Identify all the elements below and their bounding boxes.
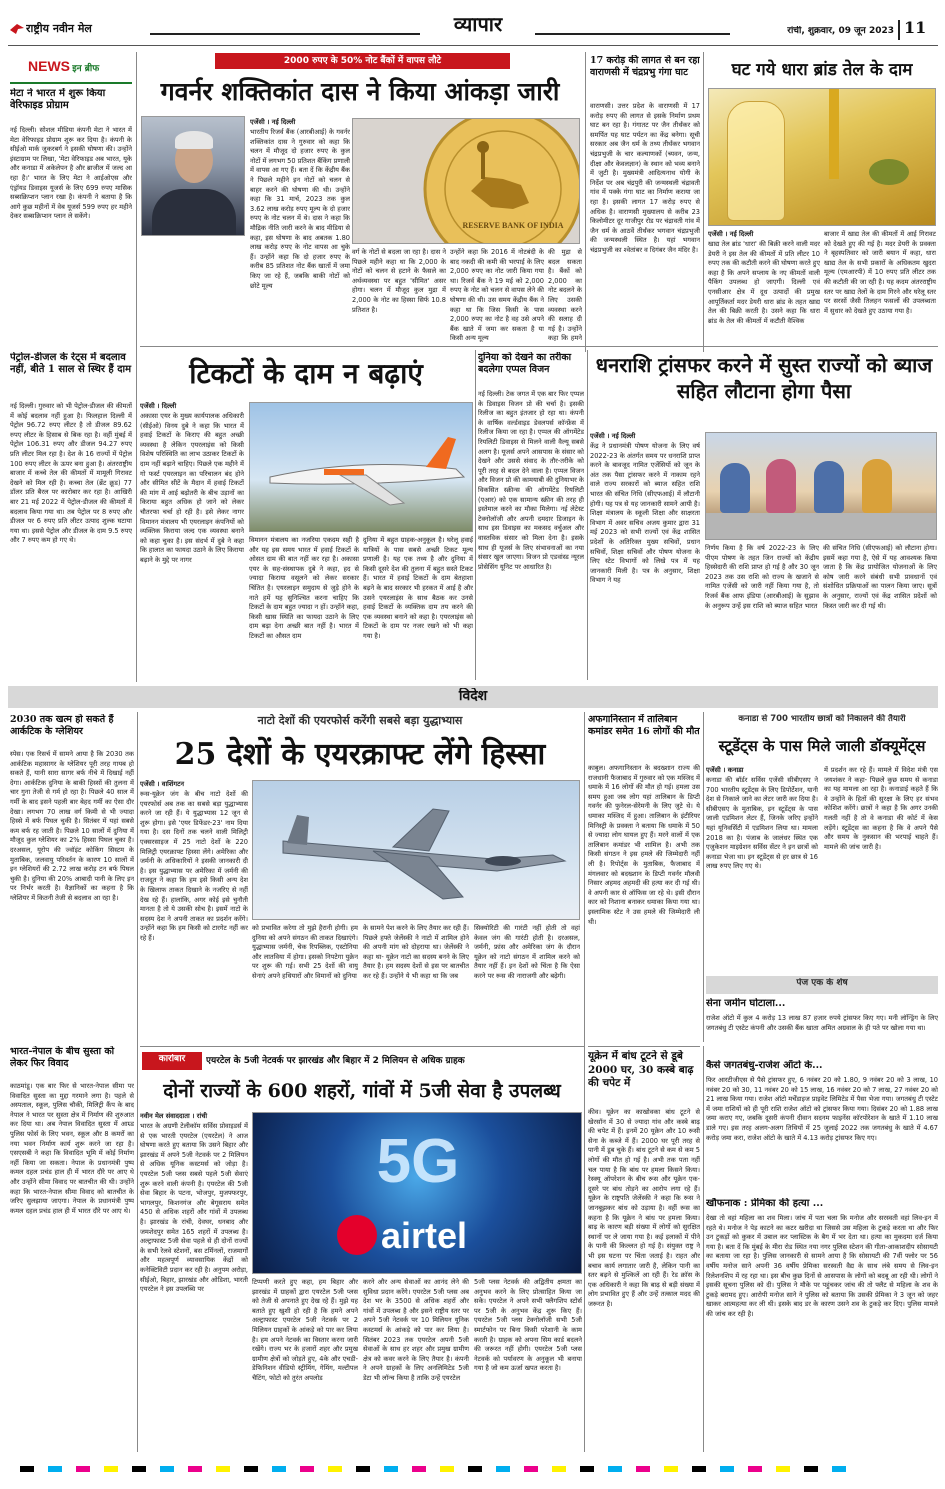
olive-shape <box>869 159 909 185</box>
rbi-col-3: उन्होंने कहा कि 2016 में नोटबंदी के बाद नकदी की कमी की भरपाई के लिए 2,000 रुपए का नोट जारी किया गया था। रिजर्व बैंक ने 19 मई को 2,000 रुपए के नोट को चलन से वापस लेने की घोषणा की थी। उस समय केंद्रीय बैंक ने कहा था कि जिस किसी के पास 2,000 रुपए का नोट है वह उसे अपने बैंक खाते में जमा कर सकता है या किसी अन्य मूल्य <box>450 248 544 342</box>
tickets-col-3: दुनिया में बहुत ग्राहक-अनुकूल है। घरेलू हवाई यात्रियों के पास सबसे अच्छी टिकट मूल्य प्रणाली है। यह एक तथ्य है और दुनिया में किसी दूसरे देश की तुलना में बहुत सस्ते टिकट हैं। भारत में हवाई टिकटों के दाम बेतहाशा बढ़ने के बाद सरकार भी हरकत में आई है और उसने एयरलाइंस के साथ बैठक कर उनसे हवाई टिकटों के व्यक्तिक दाम तय करने की एक व्यवस्था बनाने को कहा है। एयरलाइंस को टिकटों के दाम पर नजर रखने को भी कहा गया है। <box>363 536 473 640</box>
column-divider-1 <box>585 52 586 352</box>
canada-byline: एजेंसी । कनाडा <box>706 766 744 774</box>
column-divider-8 <box>703 1046 704 1452</box>
afghan-body: काबुल। अफगानिस्तान के बदख्शान राज्य की राजधानी फैजाबाद में गुरुवार को एक मस्जिद में धमाके में 16 लोगों की मौत हो गई। हमला उस समय हुआ जब लोग यहां तालिबान के डिप्टी गवर्नर की फुनेरल-सेरेमनी के लिए जुटे थे। ये धमाका मस्जिद में हुआ। तालिबान के इंटीरियर मिनिस्ट्री के प्रवक्ता ने बताया कि धमाके में 50 से ज्यादा लोग घायल हुए हैं। मरने वालों में एक तालिबान कमांडर भी शामिल है। अभी तक किसी संगठन ने इस हमले की जिम्मेदारी नहीं ली है। रिपोर्ट्स के मुताबिक, फैजाबाद में मंगलवार को बदख्शान के डिप्टी गवर्नर मौलवी निसार अहमद अहमदी की हत्या कर दी गई थी। वे अपनी कार से ऑफिस जा रहे थे। इसी दौरान कार को निशाना बनाकर धमाका किया गया था। इस्लामिक स्टेट ने उस हमले की जिम्मेदारी ली थी। <box>588 764 700 926</box>
canada-kicker: कनाडा से 700 भारतीय छात्रों को निकालने की तैयारी <box>738 714 906 724</box>
column-divider-4 <box>587 350 588 680</box>
nato-col-3: के सामने पेश करने के लिए तैयार कर रही हैं। पिछले हफ्ते जेलेंस्की ने नाटो में शामिल होने की अपनी मांग को दोहराया था। जेलेंस्की ने कहा था- यूक्रेन नाटो का सदस्य बनने के लिए तैयार है। हम सदस्य देशों से इस पर बातचीत कर रहे हैं। उन्होंने ये भी कहा था कि जब <box>363 924 469 980</box>
row-rule-2 <box>140 1046 584 1047</box>
rbi-headline: गवर्नर शक्तिकांत दास ने किया आंकड़ा जारी <box>160 77 560 106</box>
tickets-headline: टिकटों के दाम न बढ़ाएं <box>189 357 423 390</box>
rbi-col-4: की मुद्रा से बदल सकता है। बैंकों को 2,000 का नोट बदलने के लिए उसकी व्यवस्था करने की सलाह दी गई है। उन्होंने कहा कि हमने <box>548 248 582 342</box>
ukraine-rule <box>588 1046 700 1047</box>
ukraine-body: कीव। यूक्रेन का काखोवका बांध टूटने से खेरसॉन में 30 से ज्यादा गांव और कस्बे बाढ़ की चपेट में हैं। इनमें 20 यूक्रेन और 10 रूसी सेना के कब्जे में हैं। 2000 घर पूरी तरह से पानी में डूब चुके हैं। बांध टूटने से कम से कम 5 लोगों की मौत हो गई है। अभी तक पता नहीं चल पाया है कि बांध पर हमला किसने किया। रेस्क्यू ऑपरेशन के बीच रूस और यूक्रेन एक-दूसरे पर बांध तोड़ने का आरोप लगा रहे हैं। यूक्रेन के राष्ट्रपति जेलेंस्की ने कहा कि रूस ने जानबूझकर बांध को उड़ाया है। वहीं रूस का कहना है कि यूक्रेन ने बांध पर हमला किया। बाढ़ के कारण बड़ी संख्या में लोगों को सुरक्षित स्थानों पर ले जाया गया है। कई इलाकों में पीने के पानी की किल्लत हो गई है। संयुक्त राष्ट्र ने भी इस घटना पर चिंता जताई है। राहत और बचाव कार्य लगातार जारी है, लेकिन पानी का स्तर बढ़ने से मुश्किलें आ रही हैं। रेड क्रॉस के एक अधिकारी ने कहा कि बाढ़ से बड़ी संख्या में लोग प्रभावित हुए हैं और उन्हें तत्काल मदद की जरूरत है। <box>588 1108 700 1308</box>
nato-col-4: सिक्योरिटी की गारंटी नहीं होती तो वहां केवल जंग की गारंटी होती है। दरअसल, जर्मनी, फ्रांस और अमेरिका जंग के दौरान यूक्रेन को नाटो संगठन में शामिल करने को तैयार नहीं हैं। इन देशों को चिंता है कि ऐसा करने पर रूस की नाराजगी और बढ़ेगी। <box>474 924 580 980</box>
nato-col-1: रूस-यूक्रेन जंग के बीच नाटो देशों की एयरफोर्स अब तक का सबसे बड़ा युद्धाभ्यास करने जा रही हैं। ये युद्धाभ्यास 12 जून से शुरू होगा। इसे 'एयर डिफेंडर-23' नाम दिया गया है। दस दिनों तक चलने वाली मिलिट्री एक्सरसाइज में 25 नाटो देशों के 220 मिलिट्री एयरक्राफ्ट हिस्सा लेंगे। अमेरिका और जर्मनी के अधिकारियों ने इसकी जानकारी दी है। इस युद्धाभ्यास पर अमेरिका में जर्मनी की राजदूत ने कहा कि हम इसे किसी अन्य देश के खिलाफ ताकत दिखाने के नजरिए से नहीं देख रहे हैं। हालांकि, अगर कोई इसे चुनौती मानता है तो ये उसकी सोच है। इसमें नाटो के सदस्य देश ने अपनी ताकत का प्रदर्शन करेंगे। उन्होंने कहा कि हम किसी को टारगेट नहीं कर रहे हैं। <box>140 790 248 942</box>
airtel-byline: नवीन मेल संवाददाता । रांची <box>140 1112 208 1120</box>
child-2-shape <box>766 459 796 513</box>
bird-logo-icon <box>10 24 24 34</box>
tickets-col-2: विमानन मंत्रालय का नजरिया एकदम सही है और यह इस समय भारत में हवाई टिकटों के ओसत दाम की बात नहीं कर रहा है। अकासा एयर के सह-संस्थापक दुबे ने कहा, हद से ज्यादा किराया वसूलने को लेकर सरकार चिंतित है। एयरलाइन समुदाय से जुड़े होने के नाते हमें यह सुनिश्चित करना चाहिए कि टिकटों के दाम बहुत ज्यादा न हों। उन्होंने कहा, किसी खास स्थिति का फायदा उठाने के लिए दाम बढ़ा देना अच्छी बात नहीं है। भारत में टिकटों का औसत दाम <box>249 536 359 640</box>
varanasi-body: वाराणसी। उत्तर प्रदेश के वाराणसी में 17 करोड़ रुपए की लागत से इसके निर्माण प्रथम घाट बन रहा है। गंगातट पर जैन तीर्थंकर को समर्पित यह घाट पर्यटन का केंद्र बनेगा। सूची सरकार अब जैन धर्म के तथ्य तीर्थंकर भगवान चंद्रप्रभुजी के चार कल्याणकों (च्यवन, जन्म, दीक्षा और केवलज्ञान) के स्थान को भव्य बनाने में जुटी है। मुख्यमंत्री आदित्यनाथ योगी के निर्देश पर अब चंद्रपुरी की जन्मस्थली चंद्रावती गांव में पक्के गंगा घाट का निर्माण कराया जा रहा है। इसकी लागत 17 करोड़ रुपए से अधिक है। वाराणसी मुख्यालय से करीब 23 किलोमीटर दूर गाजीपुर रोड पर चंद्रावती गांव में जैन धर्म के आठवें तीर्थंकर भगवान चंद्रप्रभुजी की जन्मस्थली स्थित है। यहां भगवान चंद्रप्रभुजी का श्वेतांबर व दिगंबर जैन मंदिर है। <box>590 102 700 254</box>
shesh-3-title: खौफनाक : प्रेमिका की हत्या ... <box>706 1198 824 1209</box>
brief-2-body: नई दिल्ली। गुरुवार को भी पेट्रोल-डीजल की कीमतों में कोई बदलाव नहीं हुआ है। फिलहाल दिल्ली में पेट्रोल 96.72 रुपए लीटर है तो डीजल 89.62 रुपए लीटर के हिसाब से बिक रहा है। वहीं मुंबई में पेट्रोल 106.31 रुपए और डीजल 94.27 रुपए प्रति लीटर मिल रहा है। देश के 16 राज्यों में पेट्रोल 100 रुपए लीटर के ऊपर बना हुआ है। अंतरराष्ट्रीय बाजार में कच्चे तेल की कीमतों में मामूली गिरावट देखने को मिल रही है। कच्चा तेल (ब्रेंट क्रूड) 77 डॉलर प्रति बैरल पर कारोबार कर रहा है। आखिरी बार 21 मई 2022 में पेट्रोल-डीजल की कीमतों में बदलाव किया गया था। तब पेट्रोल पर 8 रुपए और डीजल पर 6 रुपए प्रति लीटर उत्पाद शुल्क घटाया गया था। इससे पेट्रोल और डीजल के दाम 9.5 रुपए और 7 रुपए कम हो गए थे। <box>10 402 132 545</box>
rbi-col-2: वर्ग के नोटों से बदला जा रहा है। दास ने पिछले महीने कहा था कि 2,000 के नोटों को चलन से हटाने के फैसले का अर्थव्यवस्था पर बहुत 'सीमित' असर होगा। चलन में मौजूद कुल मुद्रा में 2,000 के नोट का हिस्सा सिर्फ 10.8 प्रतिशत है। <box>352 248 446 314</box>
row-rule-1 <box>140 346 938 347</box>
oil-photo <box>708 88 936 226</box>
airtel-logo-text: airtel <box>381 1215 468 1256</box>
airtel-kicker: एयरटेल के 5जी नेटवर्क पर झारखंड और बिहार में 2 मिलियन से अधिक ग्राहक <box>206 1056 465 1066</box>
rbi-col-1: भारतीय रिजर्व बैंक (आरबीआई) के गवर्नर शक्तिकांत दास ने गुरुवार को कहा कि चलन में मौजूद दो हजार रुपए के कुल नोटों में लगभग 50 प्रतिशत बैंकिंग प्रणाली में वापस आ गए हैं। बता दें कि केंद्रीय बैंक ने पिछले महीने इन नोटों को चलन से बाहर करने की घोषणा की थी। उन्होंने कहा कि 31 मार्च, 2023 तक कुल 3.62 लाख करोड़ रुपए मूल्य के दो हजार रुपए के नोट चलन में थे। दास ने कहा कि मौद्रिक नीति जारी करने के बाद मीडिया से कहा, इस घोषणा के बाद अबतक 1.80 लाख करोड़ रुपए के नोट वापस आ चुके हैं। उन्होंने कहा कि दो हजार रुपए के करीब 85 प्रतिशत नोट बैंक खातों में जमा किए जा रहे हैं, जबकि बाकी नोटों को छोटे मूल्य <box>250 128 350 290</box>
airtel-tag <box>142 1052 202 1070</box>
nato-headline: 25 देशों के एयरक्राफ्ट लेंगे हिस्सा <box>174 737 546 772</box>
funds-col-1: केंद्र ने प्रधानमंत्री पोषण योजना के लिए वर्ष 2022-23 के अंतर्गत समय पर धनराशि प्राप्त करने के बावजूद नामित एजेंसियों को जून के अंत तक पैसा ट्रांसफर करने में नाकाम रहने वाले राज्य सरकारों को ब्याज सहित राशि भारत की संचित निधि (सीएफआई) में लौटानी होगी। यह पत्र से यह जानकारी सामने आयी है। शिक्षा मंत्रालय के स्कूली शिक्षा और साक्षरता विभाग में अवर सचिव अजय कुमार द्वारा 31 मई 2023 को सभी राज्यों एवं केंद्र शासित प्रदेशों के अतिरिक्त मुख्य सचिवों, प्रधान सचिवों, शिक्षा सचिवों और पोषण योजना के लिए स्टेट विभागों को लिखे पत्र में यह जानकारी मिली है। पत्र के अनुसार, शिक्षा विभाग ने यह <box>590 442 700 585</box>
seal-caption: RESERVE BANK OF INDIA <box>462 221 564 230</box>
airtel-col-4: 5जी प्लस नेटवर्क की अद्वितीय क्षमता का अनुभव करने के लिए प्रोत्साहित किया जा सके। एयरटेल ने अपने सभी फ्लैगशिप स्टोर्स पर 5जी के अनुभव केंद्र शुरू किए हैं। एयरटेल 5जी प्लस टेक्नोलॉजी सभी 5जी स्मार्टफोन पर बिना किसी परेशानी के काम करती है। ग्राहक को अपना सिम कार्ड बदलने की जरूरत नहीं होगी। एयरटेल 5जी प्लस नेटवर्क को पर्यावरण के अनुकूल भी बनाया गया है जो कम ऊर्जा खपत करता है। <box>474 1278 582 1373</box>
glacier-body: स्पेस। एक रिसर्च में सामने आया है कि 2030 तक आर्कटिक महासागर के ग्लेशियर पूरी तरह गायब हो सकते हैं, यानी सारा सागर बर्फ नीचे में दिखाई नहीं देगा। आर्कटिक दुनिया के बाकी हिस्सों की तुलना में चार गुना तेजी से गर्म हो रहा है। पिछले 40 साल में गर्मी के बाद इसने पहली बार बेहद गर्मी का ऐसा दौर देखा। लगभग 70 लाख वर्ग किमी से भी ज्यादा हिस्से में बर्फ पिघल चुकी है। सितंबर में यहां सबसे कम बर्फ रह जाती है। पिछले 10 सालों में दुनिया में मौजूद कुल ग्लेशियर का 2% हिस्सा पिघल चुका है। दरअसल, यूरोप की ज्वॉइंट कोकिंग सिस्टम के मुताबिक, जलवायु परिवर्तन के कारण 10 सालों में इन ग्लेशियरों की 2.72 लाख करोड़ टन बर्फ पिघल चुकी है। दुनिया की 20% आबादी पानी के लिए इन पर निर्भर करती है। वैज्ञानिकों का कहना है कि ग्लेशियर में कितनी तेजी से बदलाव आ रहा है। <box>10 750 134 902</box>
shesh-2-body: फिर आरटीजीएस से पैसे ट्रांसफर हुए, 6 नवंबर 20 को 1.80, 9 नवंबर 20 को 3 लाख, 10 नवंबर 20 को 30, 11 नवंबर 20 को 15 लाख, 16 नवंबर 20 को 7 लाख, 27 नवंबर 20 को 21 लाख किया गया। राजेश ऑटो मर्चेंडाइज प्राइवेट लिमिटेड में पैसा भेजा गया। जगतबंधु टी एस्टेट में जमा राशियों को ही पूरी राशि राजेश ऑटो को ट्रांसफर किया गया। दिसंबर 20 को 1.88 लाख जमा कराए गए, जबकि दूसरी कंपनी दीवान सदनम फाइनेंस कॉरपोरेशन के खाते में 1.10 लाख डाले गए। इस तरह अलग-अलग तिथियों में 25 जुलाई 2022 तक जगतबंधु के खाते में 4.67 करोड़ जमा करा, राजेश ऑटो के खाते में 4.13 करोड़ ट्रांसफर किए गए। <box>706 1076 938 1142</box>
funds-headline: धनराशि ट्रांसफर करने में सुस्त राज्यों को ब्याज सहित लौटाना होगा पैसा <box>595 353 933 403</box>
news-in-brief <box>10 52 132 692</box>
fighter-jet-photo <box>252 780 580 920</box>
oil-bottle-shape <box>727 101 785 221</box>
shesh-label: पेज एक के शेष <box>796 978 848 988</box>
column-divider-3 <box>475 350 476 680</box>
child-3-shape <box>814 461 844 513</box>
shesh-3-body: देखा तो वहां महिला का शव मिला। जांच में पता चला कि मनोज और सरस्वती वहां लिव-इन में रहते थे। मनोज ने पेड़ काटने का कटर खरीदा था जिससे उस महिला के टुकड़े करता था और फिर उन टुकड़ों को कुकर में उबाल कर प्लास्टिक के बैग में भर देता था। हत्या का मुकदमा दर्ज किया गया है। बता दें कि मुंबई के मीरा रोड स्थित नया नगर पुलिस स्टेशन की गीता-आकाशदीप सोसायटी का बताया जा रहा है। पुलिस जानकारी से सामने आया है कि सोसायटी की 7वीं फ्लोर पर 56 वर्षीय मनोज साने अपनी 36 वर्षीय प्रेमिका सरस्वती वैद्य के साथ लंबे समय से लिव-इन रिलेशनशिप में रह रहा था। इस बीच कुछ दिनों से आसपास के लोगों को बदबू आ रही थी। लोगों ने इसकी सूचना पुलिस को दी। पुलिस ने मौके पर पहुंचकर जांच की तो फ्लैट से महिला के शव के टुकड़े बरामद हुए। आरोपी मनोज साने ने पुलिस को बताया कि उसकी प्रेमिका ने 3 जून को जहर खाकर आत्महत्या कर ली थी। इसके बाद डर के कारण उसने शव के टुकड़े कर दिए। पुलिस मामले की जांच कर रही है। <box>706 1214 938 1318</box>
masthead-rule-right <box>535 33 730 35</box>
airtel-tag-text: कारोबार <box>158 1054 186 1064</box>
column-divider-6 <box>584 712 585 1452</box>
funds-byline: एजेंसी । नई दिल्ली <box>590 432 636 440</box>
rbi-banner: 2000 रुपए के 50% नोट बैंकों में वापस लौटे <box>215 53 510 69</box>
nato-byline: एजेंसी । वाशिंगटन <box>140 780 185 788</box>
masthead <box>0 0 945 44</box>
funds-col-3: की संचित निधि (सीएफआई) को लौटाना होगा। इसमें कहा गया है, ऐसे में यह आवश्यक किया जाता है कि केंद्र प्रायोजित योजनाओं के लिए कोष जारी करने संबंधी सभी प्रावधानों एवं संशोधित प्रक्रियाओं का पालन किया जाए। सूत्रों के अनुसार, राज्यों एवं केंद्र शासित प्रदेशों को किस्त जारी कर दी गई थी। <box>823 544 937 610</box>
graphic-5g-text: 5G <box>376 1127 460 1196</box>
airtel-headline: दोनों राज्यों के 600 शहरों, गांवों में 5जी सेवा है उपलब्ध <box>163 1080 561 1102</box>
funds-col-2: निर्णय किया है कि वर्ष 2022-23 के लिए पीएम पोषण के तहत जिन राज्यों को केंद्रीय हिस्सेदारी की राशि प्राप्त हो गई है और 30 जून 2023 तक उस राशि को राज्य के खजाने से नामित एजेंसी को जारी नहीं किया गया है, तो रिजर्व बैंक आफ इंडिया (आरबीआई) के सुझाव के अनुरूप उन्हें इस राशि को ब्याज सहित भारत <box>705 544 819 610</box>
color-registration-strip <box>20 1466 925 1476</box>
vision-body: नई दिल्ली। टेक जगत में एक बार फिर एप्पल के डिवाइस विजन प्रो की चर्चा है। इसकी रिलीज का बहुत इंतजार हो रहा था। कंपनी के वार्षिक वर्ल्डवाइड डेवलपर्स कॉन्फ्रेंस में रिलीज किया जा रहा है। एप्पल की ऑगमेंटेड रियलिटी डिवाइस से मिलने वाली वैल्यू सबसे अलग है। यूजर्स अपने आसपास के संसार को देखने और उससे संवाद के तौर-तरीके को पूरी तरह से बदल देने वाला है। एप्पल विजन और विजन प्रो की कामयाबी की दुनियाभर के विकसित स्क्रीन्स की ऑगमेंटेड रियलिटी (एआर) को एक सामान्य स्क्रीन की तरह ही इस्तेमाल करने का मौका मिलेगा। नई लेटेस्ट टेक्नोलॉजी और अपनी दमदार डिजाइन के साथ इस डिवाइस का मकसद वर्चुअल और वास्तविक संसार को मिला देना है। इसके साथ ही यूजर्स के लिए संभावनाओं का नया संसार खुल जाएगा। विजन प्रो एडवांस्ड न्यूरल प्रोसेसिंग यूनिट पर आधारित है। <box>478 390 584 571</box>
rbi-byline: एजेंसी । नई दिल्ली <box>250 118 296 126</box>
nepal-headline: भारत-नेपाल के बीच सुस्ता को लेकर फिर विवाद <box>10 1046 115 1069</box>
plates-shape <box>706 513 937 540</box>
airtel-col-1: भारत के अग्रणी टेलीकॉम सर्विस प्रोवाइडर्स में से एक भारती एयरटेल (एयरटेल) ने आज घोषणा करते हुए बताया कि उसने बिहार और झारखंड में अपने 5जी नेटवर्क पर 2 मिलियन से अधिक यूनिक कस्टमर्स को जोड़ा है। एयरटेल 5जी प्लस सबसे पहले 5जी सेवाएं शुरू करने वाली कंपनी है। एयरटेल की 5जी सेवा बिहार के पटना, भोजपुर, मुजफ्फरपुर, भागलपुर, किशनगंज और बेगूसराय समेत 450 से अधिक शहरों और गांवों में उपलब्ध है। झारखंड के रांची, देवघर, धनबाद और जमशेदपुर समेत 165 शहरों में उपलब्ध है। अल्ट्राफास्ट 5जी सेवा पहले से ही दोनों राज्यों के सभी रेलवे स्टेशनों, बस टर्मिनलों, राजमार्गों और महत्वपूर्ण व्यावसायिक केंद्रों को कनेक्टिविटी प्रदान कर रही है। अनुपम अरोड़ा, सीईओ, बिहार, झारखंड और ओडिशा, भारती एयरटेल ने इस उपलब्धि पर <box>140 1122 248 1294</box>
airtel-col-2: टिप्पणी करते हुए कहा, हम बिहार और झारखंड में ग्राहकों द्वारा एयरटेल 5जी प्लस को तेजी से अपनाते हुए देख रहे हैं। मुझे यह बताते हुए खुशी हो रही है कि हमने अपने अल्ट्राफास्ट एयरटेल 5जी नेटवर्क पर 2 मिलियन ग्राहकों के आंकड़े को पार कर लिया है। हम अपने नेटवर्क का विस्तार करना जारी रखेंगे। राज्य भर के हजारों शहर और प्रमुख ग्रामीण क्षेत्रों को जोड़ते हुए, 4के और एचडी-डेफिनिशन वीडियो स्ट्रीमिंग, गेमिंग, मल्टीपल चैटिंग, फोटो को तुरंत अपलोड <box>252 1278 358 1382</box>
hair-shape <box>175 131 213 149</box>
aircraft-icon <box>250 403 473 532</box>
brief-1-body: नई दिल्ली। सोशल मीडिया कंपनी मेटा ने भारत में मेटा वेरिफाइड प्रोग्राम शुरू कर दिया है। कंपनी के सीईओ मार्क जुकरबर्ग ने इसकी घोषणा की। उन्होंने इंस्टाग्राम पर लिखा, 'मेटा वेरिफाइड अब भारत, यूके और कनाडा में अकेलेपन है और ब्राजील में जल्द आ रहा है।' भारत के लिए मेटा ने आईओएस और एंड्रॉयड डिवाइस यूजर्स के लिए 699 रुपए मासिक सब्सक्रिप्शन प्लान रखा है। कंपनी ने बताया है कि आगे कुछ महीनों में वेब यूजर्स 599 रुपए हर महीने देकर सब्सक्रिप्शन प्लान ले सकेंगे। <box>10 126 132 221</box>
nato-kicker: नाटो देशों की एयरफोर्स करेंगी सबसे बड़ा युद्धाभ्यास <box>257 714 463 727</box>
dateline: रांची, शुक्रवार, 09 जून 2023 <box>787 26 894 36</box>
governor-photo <box>141 116 245 236</box>
sidebar-divider <box>136 52 137 682</box>
news-label-rule <box>10 82 132 84</box>
news-label <box>28 58 128 78</box>
section-title: व्यापार <box>453 12 503 36</box>
canada-headline: स्टूडेंट्स के पास मिले जाली डॉक्यूमेंट्स <box>718 737 926 755</box>
videsh-label: विदेश <box>458 688 488 704</box>
canada-col-2: में प्रदर्शन कर रहे हैं। मामले में विदेश मंत्री एस जयशंकर ने कहा- पिछले कुछ समय से कनाडा का यह मामला आ रहा है। कनाडाई कहते हैं कि वे उन्होंने के हितों की सुरक्षा के लिए हर संभव कोशिश करेंगे। छात्रों ने कहा है कि अगर उनकी गलती नहीं है तो वे कनाडा की कोर्ट में केस लड़ेंगे। स्टूडेंट्स का कहना है कि वे अपने पैसे और समय के नुकसान की भरपाई चाहते हैं। मामले की जांच जारी है। <box>824 766 938 851</box>
column-divider-5 <box>137 712 138 1452</box>
oil-col-2: बाजार में खाद्य तेल की कीमतों में आई गिरावट को देखते हुए की गई है। मदर डेयरी के प्रवक्ता ने बृहस्पतिवार को जारी बयान में कहा, धारा खाद्य तेल के सभी प्रकारों के अधिकतम खुदरा मूल्य (एमआरपी) में 10 रुपए प्रति लीटर तक की कटौती की जा रही है। यह कदम अंतरराष्ट्रीय स्तर पर खाद्य तेलों के दाम गिरने और घरेलू स्तर पर सरसों जैसी तिलहन फसलों की उपलब्धता में सुधार को देखते हुए उठाया गया है। <box>824 230 936 315</box>
oil-col-1: खाद्य तेल ब्रांड 'धारा' की बिक्री करने वाली मदर डेयरी ने इस तेल की कीमतों में प्रति लीटर 10 रुपए तक की कटौती करने की घोषणा करते हुए कहा है कि अपने सप्लाय के नए कीमतों वाली पैकिंग उपलब्ध हो जाएगी। दिल्ली एवं एनसीआर क्षेत्र में दूध उत्पादों की प्रमुख आपूर्तिकर्ता मदर डेयरी धारा ब्रांड के तहत खाद्य तेल की बिक्री करती है। उसने कहा कि धारा ब्रांड के तेल की कीमतों में कटौती वैश्विक <box>708 240 820 325</box>
airtel-logo-icon <box>337 1215 377 1255</box>
airtel-5g-graphic <box>252 1112 582 1274</box>
tickets-col-1: अकासा एयर के मुख्य कार्यपालक अधिकारी (सीईओ) विनय दुबे ने कहा कि भारत में हवाई टिकटों के किराए की बहुत अच्छी व्यवस्था है लेकिन एयरलाइंस को किसी विशेष परिस्थिति का लाभ उठाकर टिकटों के दाम नहीं बढ़ाने चाहिए। पिछले एक महीने में गो फर्स्ट एयरलाइन का परिचालन बंद होने और सीमित सीटें के मैदान में हवाई टिकटों की मांग में आई बढ़ोतरी के बीच उड़ानों का किराया बहुत अधिक हो जाने को लेकर चौतरफा चर्चा हो रही है। इसे लेकर नागर विमानन मंत्रालय भी एयरलाइन कंपनियों को व्यक्तिक किराया जल्द एक व्यवस्था बनाने को कहा चुका है। इस संदर्भ में दुबे ने कहा कि हालात का फायदा उठाने के लिए किराया बढ़ाने के मुद्दे पर नागर <box>140 412 244 564</box>
brief-1-title: मेटा ने भारत में शुरू किया वेरिफाइड प्रोग्राम <box>10 88 106 111</box>
news-word: NEWS <box>28 58 70 74</box>
ukraine-headline: यूक्रेन में बांध टूटने से डूबे 2000 घर, 30 कस्बे बाढ़ की चपेट में <box>588 1050 694 1089</box>
shesh-2-title: कैसे जगतबंधु-राजेश ऑटो के... <box>706 1060 823 1071</box>
fighter-jet-icon <box>253 781 580 920</box>
rbi-seal <box>352 118 580 244</box>
airtel-col-3: करने और अन्य सेवाओं का आनंद लेने की सुविधा प्रदान करेंगे। एयरटेल 5जी प्लस अब देश भर के 3500 से अधिक शहरों और गांवों में उपलब्ध है और इसने राष्ट्रीय स्तर पर अपने 5जी नेटवर्क पर 10 मिलियन यूनिक कस्टमर्स के आंकड़े को पार कर लिया है। सितंबर 2023 तक एयरटेल अपनी 5जी सेवाओं के साथ हर शहर और प्रमुख ग्रामीण क्षेत्र को कवर करने के लिए तैयार है। कंपनी ने अपने ग्राहकों के लिए अनलिमिटेड 5जी डेटा भी लॉन्च किया है ताकि उन्हें एयरटेल <box>363 1278 469 1382</box>
shesh-1-body: राजेश ऑटो में कुल 4 करोड़ 13 लाख 87 हजार रुपये ट्रांसफर किए गए। मनी लॉन्ड्रिंग के लिए जगतबंधु टी एस्टेट कंपनी और उसकी बैंक खाता अमित अग्रवाल के ही पते पर खोला गया था। <box>706 1014 938 1032</box>
child-1-shape <box>720 463 750 513</box>
tickets-byline: एजेंसी । दिल्ली <box>140 402 177 410</box>
canada-col-1: कनाडा की बॉर्डर सर्विस एजेंसी सीबीएसए ने 700 भारतीय स्टूडेंट्स के लिए डिपोर्टेशन, यानी देश से निकाले जाने का लेटर जारी कर दिया है। सीबीएसए के मुताबिक, इन स्टूडेंट्स के पास जाली एडमिशन लेटर हैं, जिनके जरिए इन्होंने यहां यूनिवर्सिटी में एडमिशन लिया था। मामला 2018 का है। पंजाब के जालंधर स्थित एक एजुकेशन माइग्रेशन सर्विस सेंटर ने इन छात्रों को कनाडा भेजा था। इन स्टूडेंट्स से हर छात्र से 16 लाख रुपए लिए गए थे। <box>706 776 818 871</box>
nepal-body: काठमांडू। एक बार फिर से भारत-नेपाल सीमा पर विवादित सुस्ता का मुद्दा गरमाने लगा है। पहले से अस्पताल, स्कूल, पुलिस चौकी, मिलिट्री कैंप के बाद नेपाल ने भारत पर सुस्ता क्षेत्र में निर्माण की शुरुआत कर दिया था। अब नेपाल विवादित सुस्ता में आम्र्ड पुलिस फोर्स के लिए भवन, स्कूल और 8 कमरों का नया भवन निर्माण कार्य शुरू करने जा रहा है। एसएसबी ने कहा कि विवादित भूमि में कोई निर्माण नहीं किया जा सकता। नेपाल के प्रधानमंत्री पुष्प कमल दहल प्रचंड हाल ही में भारत दौरे पर आए थे और उन्होंने सीमा विवाद पर बातचीत की थी। उन्होंने कहा कि भारत-नेपाल सीमा विवाद को बातचीत के जरिए सुलझाया जाएगा। नेपाल के प्रधानमंत्री पुष्प कमल दहल प्रचंड हाल ही में भारत दौरे पर आए थे। <box>10 1082 134 1215</box>
page-number: 11 <box>904 18 927 37</box>
nato-col-2: को प्रभावित करेगा तो मुझे हैरानी होगी। हम दुनिया को अपने संगठन की ताकत दिखाएंगे। युद्धाभ्यास जर्मनी, चेक रिपब्लिक, एस्टोनिया और लातविया में होगा। इसको निपटेगा युक्रेन पर शुरू की गई। सभी 25 देशों की वायु सेनाएं अपने हथियारों और विमानों को दुनिया <box>252 924 358 980</box>
oil-byline: एजेंसी । नई दिल्ली <box>708 230 754 238</box>
vision-headline: दुनिया को देखने का तरीका बदलेगा एप्पल विजन <box>478 352 572 375</box>
children-photo <box>705 432 937 540</box>
aircraft-photo <box>249 402 473 532</box>
paper-name: राष्ट्रीय नवीन मेल <box>26 22 92 35</box>
shesh-1-title: सेना जमीन घोटाला... <box>706 998 786 1009</box>
column-divider-7 <box>703 712 704 1042</box>
column-divider-2 <box>703 52 704 352</box>
masthead-rule-left <box>150 33 420 35</box>
brief-2-title: पेट्रोल-डीजल के रेट्स में बदलाव नहीं, बीते 1 साल से स्थिर हैं दाम <box>10 352 132 375</box>
oil-pour-shape <box>829 89 839 179</box>
suit-shape <box>152 189 236 236</box>
afghan-headline: अफगानिस्तान में तालिबान कमांडर समेत 16 लोगों की मौत <box>588 714 700 737</box>
oil-headline: घट गये धारा ब्रांड तेल के दाम <box>731 60 913 80</box>
child-4-shape <box>862 459 892 513</box>
videsh-band <box>8 686 938 708</box>
varanasi-headline: 17 करोड़ की लागत से बन रहा वाराणसी में चंद्रप्रभु गंगा घाट <box>590 55 700 78</box>
news-sub: इन ब्रीफ <box>72 64 100 74</box>
page-divider <box>898 20 900 40</box>
masthead-underline <box>8 45 938 46</box>
glacier-headline: 2030 तक खत्म हो सकते हैं आर्कटिक के ग्लेशियर <box>10 714 114 737</box>
shesh-band <box>706 976 938 994</box>
